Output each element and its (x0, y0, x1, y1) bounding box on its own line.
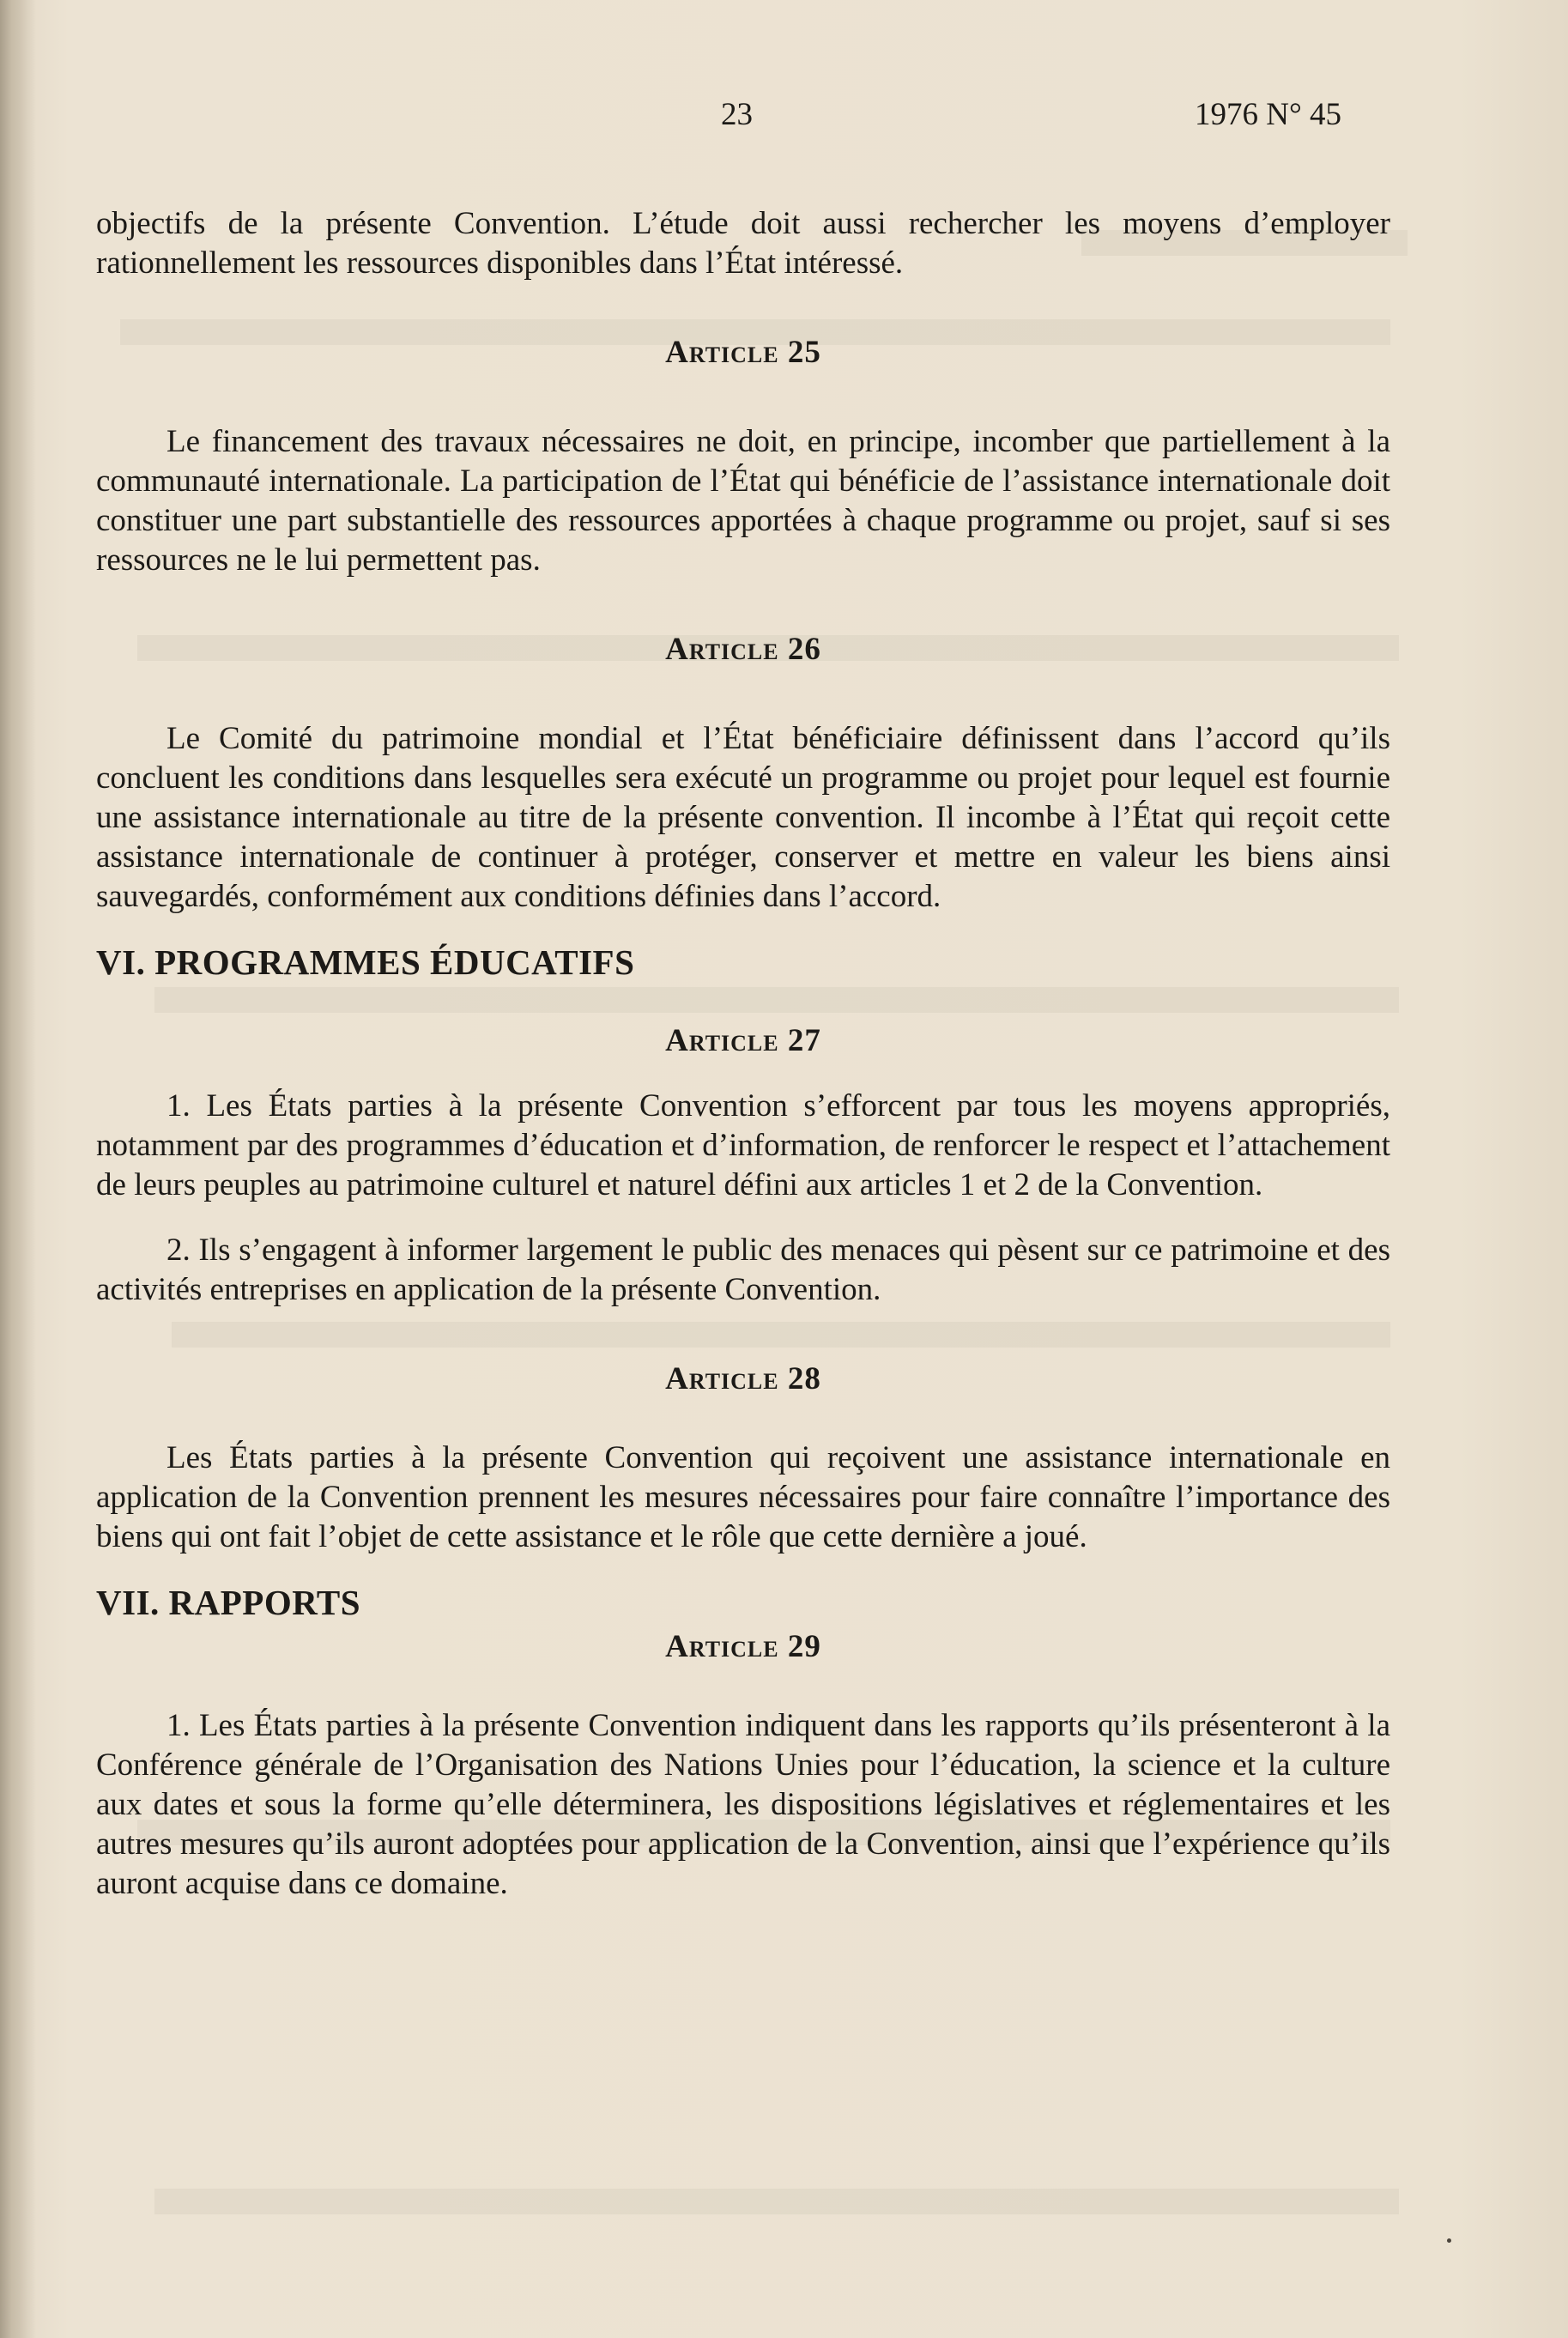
article-26-paragraph: Le Comité du patrimoine mondial et l’État bénéficiaire définissent dans l’accord qu’ils concluent les conditions dans lesquelles sera exécuté un programme ou projet pour lequel est fournie une assistance internationale au titre de la présente convention. Il incombe à l’État qui reçoit cette assistance internationale de continuer à protéger, conserver et mettre en valeur les biens ainsi sauvegardés, conformément aux conditions définies dans l’accord. (96, 721, 1390, 914)
page-number: 23 (721, 97, 753, 132)
ink-speck (1447, 2238, 1451, 2243)
article-28-paragraph: Les États parties à la présente Convention qui reçoivent une assistance internationale en application de la Convention prennent les mesures nécessaires pour faire connaître l’importance des biens qui ont fait l’objet de cette assistance et le rôle que cette dernière a joué. (96, 1440, 1390, 1554)
article-27-paragraph-1: 1. Les États parties à la présente Convention s’efforcent par tous les moyens appropriés, notamment par des programmes d’éducation et d’information, de renforcer le respect et l’attachement de leurs peuples au patrimoine culturel et naturel défini aux articles 1 et 2 de la Convention. (96, 1088, 1390, 1202)
binding-shadow (0, 0, 36, 2338)
article-25-paragraph: Le financement des travaux nécessaires ne doit, en principe, incomber que partiellement à la communauté internationale. La participation de l’État qui bénéficie de l’assistance internationale doit constituer une part substantielle des ressources apportées à chaque programme ou projet, sauf si ses ressources ne le lui permettent pas. (96, 424, 1390, 578)
article-28-heading: Article 28 (665, 1361, 821, 1396)
intro-paragraph: objectifs de la présente Convention. L’étude doit aussi rechercher les moyens d’employer rationnellement les ressources disponibles dans l’État intéressé. (96, 206, 1390, 281)
article-29-heading: Article 29 (665, 1629, 821, 1664)
section-7-heading: VII. RAPPORTS (96, 1583, 361, 1622)
section-6-heading: VI. PROGRAMMES ÉDUCATIFS (96, 942, 635, 982)
document-reference: 1976 N° 45 (1195, 97, 1342, 132)
bleed-through-line (154, 2189, 1399, 2214)
page-header (0, 96, 1568, 148)
article-25-heading: Article 25 (665, 335, 821, 370)
page-body (96, 204, 1390, 1904)
article-26-heading: Article 26 (665, 632, 821, 667)
article-27-paragraph-2: 2. Ils s’engagent à informer largement le public des menaces qui pèsent sur ce patrimoine et des activités entreprises en application de la présente Convention. (96, 1233, 1390, 1307)
article-27-heading: Article 27 (665, 1023, 821, 1058)
article-29-paragraph-1: 1. Les États parties à la présente Convention indiquent dans les rapports qu’ils présenteront à la Conférence générale de l’Organisation des Nations Unies pour l’éducation, la science et la culture aux dates et sous la forme qu’elle déterminera, les dispositions législatives et réglementaires et les autres mesures qu’ils auront adoptées pour application de la Convention, ainsi que l’expérience qu’ils auront acquise dans ce domaine. (96, 1708, 1390, 1901)
